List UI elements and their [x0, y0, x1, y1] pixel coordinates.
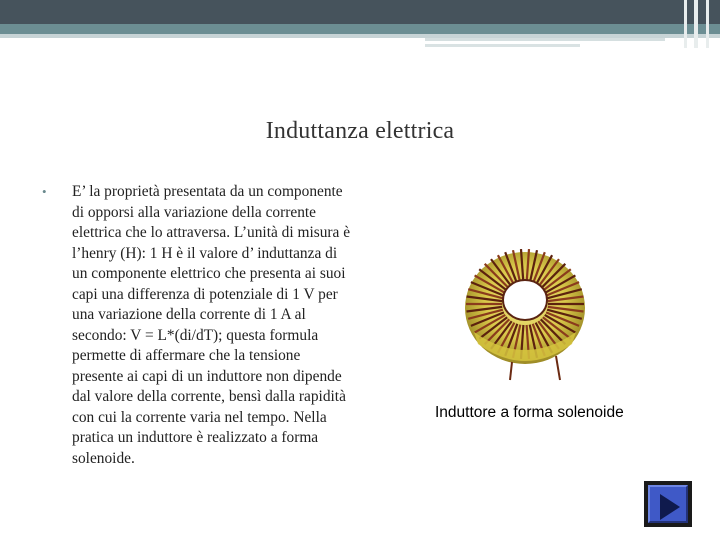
- header-accent-line-short: [425, 44, 580, 47]
- slide-title: Induttanza elettrica: [265, 118, 455, 144]
- header-teal-band: [0, 24, 720, 34]
- header-edge-stripes: [680, 0, 720, 48]
- header-accent-line: [425, 38, 665, 41]
- image-caption: Induttore a forma solenoide: [435, 404, 624, 421]
- header-dark-band: [0, 0, 720, 24]
- next-slide-arrow-icon: [660, 494, 680, 520]
- bullet-marker: •: [42, 184, 47, 199]
- toroidal-inductor-image: [452, 240, 598, 384]
- bullet-text: E’ la proprietà presentata da un componente di opporsi alla variazione della corrente elettrica che lo attraversa. L’unità di misura è l’henry (H): 1 H è il valore d’ induttanza di un componente elettrico che presenta ai suoi capi una differenza di potenziale di 1 V per una variazione della corrente di 1 A al secondo: V = L*(di/dT); questa formula permette di affermare che la tensione presente ai capi di un induttore non dipende dal valore della corrente, bensì dalla rapidità con cui la corrente varia nel tempo. Nella pratica un induttore è realizzato a forma solenoide.: [72, 183, 351, 467]
- toroid-icon: [452, 240, 598, 384]
- bullet-paragraph: [42, 182, 352, 469]
- next-slide-button[interactable]: [644, 481, 692, 527]
- next-slide-button-face[interactable]: [648, 485, 688, 523]
